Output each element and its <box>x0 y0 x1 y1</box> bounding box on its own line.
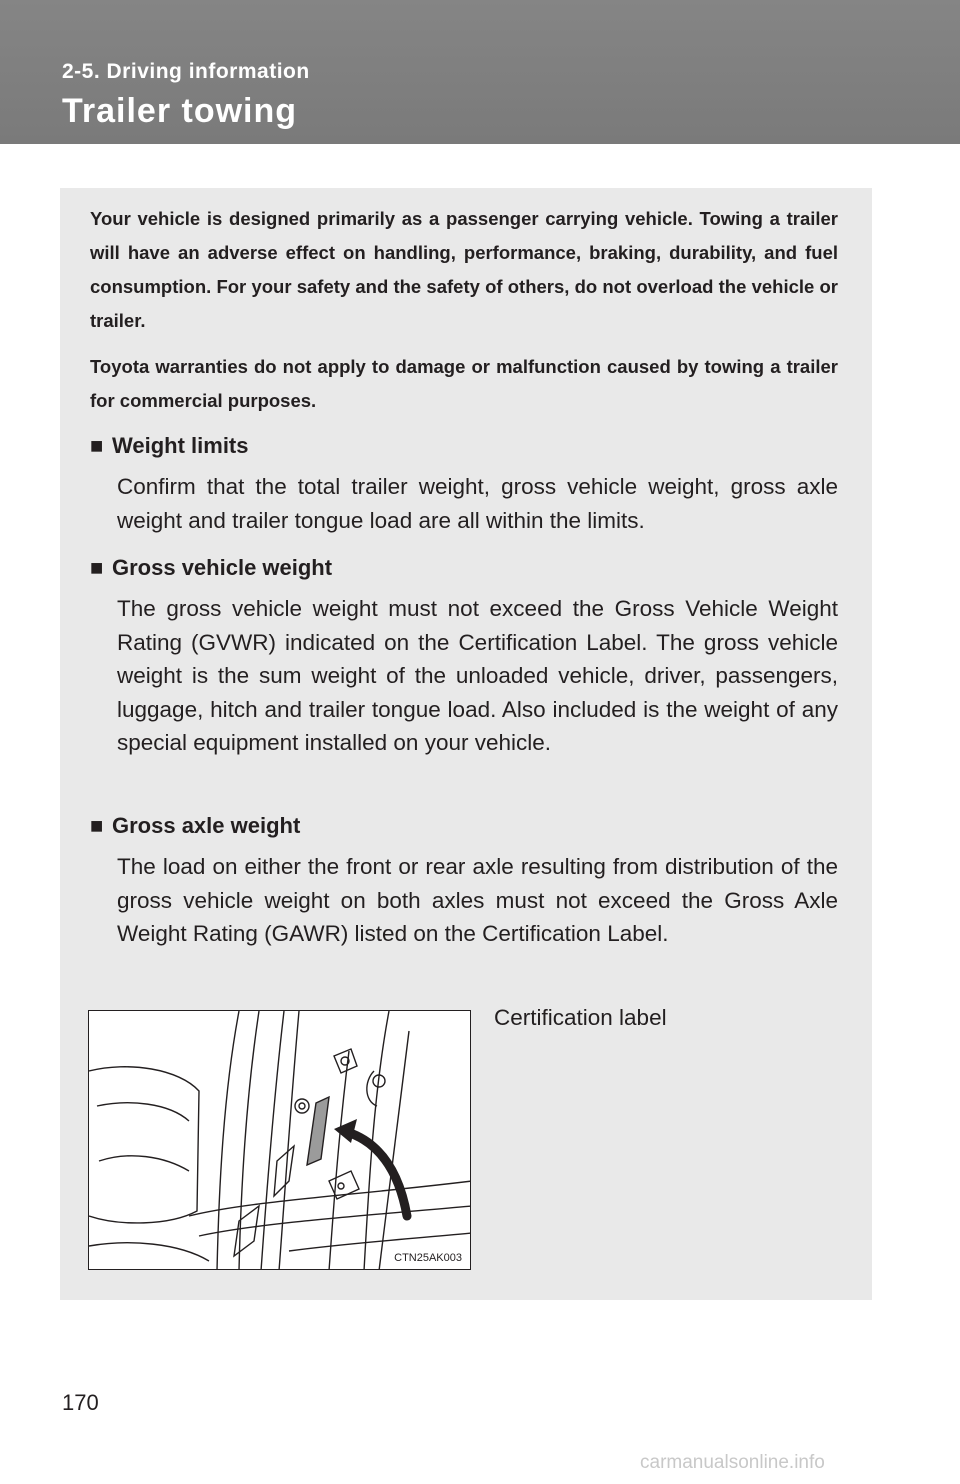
heading-weight-limits <box>90 433 249 459</box>
heading-gross-axle-weight <box>90 813 300 839</box>
page-number: 170 <box>62 1390 99 1415</box>
page-header <box>0 0 960 144</box>
square-bullet-icon: ■ <box>90 813 104 838</box>
figure-caption: Certification label <box>494 1005 667 1030</box>
heading-text: Weight limits <box>112 433 249 458</box>
heading-text: Gross vehicle weight <box>112 555 333 580</box>
gross-vehicle-weight-text: The gross vehicle weight must not exceed the Gross Vehicle Weight Rating (GVWR) indicated on the Certification Label. The gross vehicle weight is the sum weight of the unloaded vehicle, driver, passengers, luggage, hitch and trailer tongue load. Also included is the weight of any special equipment installed on your vehicle. <box>117 596 838 755</box>
weight-limits-text: Confirm that the total trailer weight, gross vehicle weight, gross axle weight and trailer tongue load are all within the limits. <box>117 474 838 533</box>
section-label: 2-5. Driving information <box>62 60 310 83</box>
square-bullet-icon: ■ <box>90 433 104 458</box>
intro-paragraph-1: Your vehicle is designed primarily as a passenger carrying vehicle. Towing a trailer will have an adverse effect on handling, performance, braking, durability, and fuel consumption. For your safety and the safety of others, do not overload the vehicle or trailer. <box>90 208 838 331</box>
heading-text: Gross axle weight <box>112 813 301 838</box>
door-pillar-drawing <box>89 1011 471 1270</box>
square-bullet-icon: ■ <box>90 555 104 580</box>
page-title: Trailer towing <box>62 92 298 130</box>
certification-label-illustration <box>88 1010 471 1270</box>
watermark: carmanualsonline.info <box>640 1452 825 1473</box>
gross-axle-weight-text: The load on either the front or rear axle resulting from distribution of the gross vehicle weight on both axles must not exceed the Gross Axle Weight Rating (GAWR) listed on the Certification Label. <box>117 854 838 946</box>
intro-paragraph-2: Toyota warranties do not apply to damage or malfunction caused by towing a trailer for commercial purposes. <box>90 356 838 411</box>
figure-code: CTN25AK003 <box>394 1252 462 1264</box>
heading-gross-vehicle-weight <box>90 555 332 581</box>
